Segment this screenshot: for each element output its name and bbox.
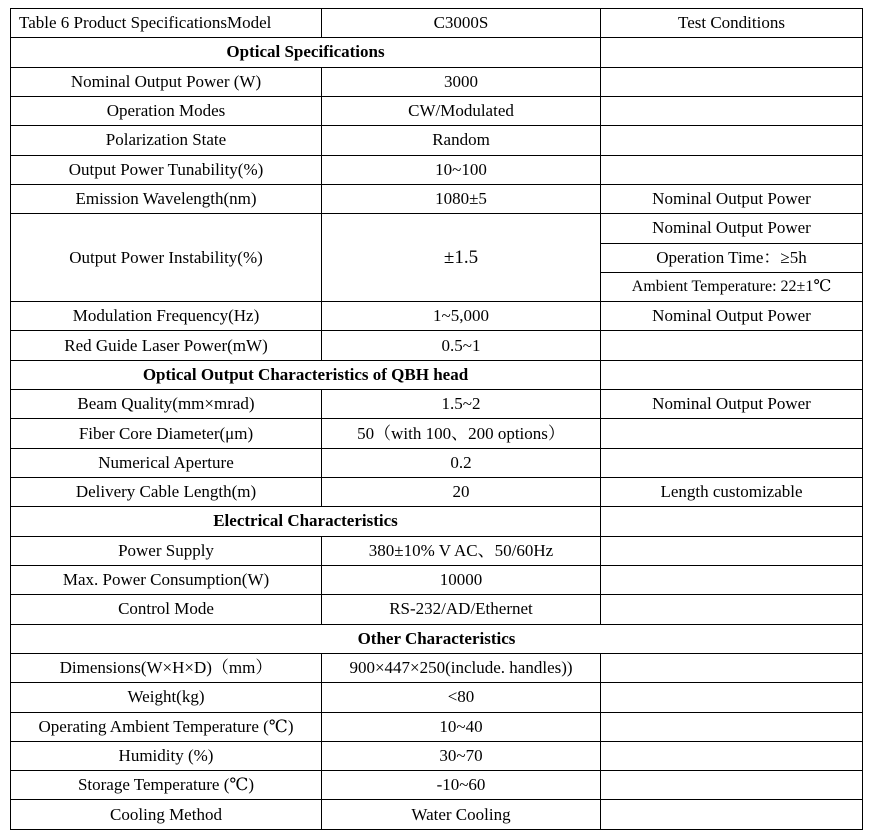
value-cell: 30~70 [322, 741, 601, 770]
table-row [11, 536, 863, 565]
param-cell: Nominal Output Power (W) [11, 67, 322, 96]
value-cell: <80 [322, 683, 601, 712]
param-cell: Humidity (%) [11, 741, 322, 770]
condition-cell [601, 38, 863, 67]
section-electrical-characteristics: Electrical Characteristics [11, 507, 601, 536]
condition-cell [601, 595, 863, 624]
table-row [11, 741, 863, 770]
condition-cell [601, 771, 863, 800]
condition-cell [601, 448, 863, 477]
value-cell: 0.5~1 [322, 331, 601, 360]
condition-cell: Ambient Temperature: 22±1℃ [601, 272, 863, 301]
condition-cell: Nominal Output Power [601, 214, 863, 243]
condition-cell [601, 565, 863, 594]
table-row [11, 126, 863, 155]
param-cell: Control Mode [11, 595, 322, 624]
condition-cell [601, 683, 863, 712]
table-row [11, 96, 863, 125]
param-cell: Output Power Instability(%) [11, 214, 322, 302]
condition-cell [601, 360, 863, 389]
condition-cell [601, 653, 863, 682]
condition-cell [601, 419, 863, 448]
param-cell: Emission Wavelength(nm) [11, 184, 322, 213]
param-cell: Operating Ambient Temperature (℃) [11, 712, 322, 741]
table-row [11, 155, 863, 184]
value-cell: CW/Modulated [322, 96, 601, 125]
table-row [11, 565, 863, 594]
condition-cell: Length customizable [601, 478, 863, 507]
condition-cell [601, 507, 863, 536]
table-row [11, 331, 863, 360]
table-row [11, 800, 863, 830]
value-cell: 900×447×250(include. handles)) [322, 653, 601, 682]
param-cell: Max. Power Consumption(W) [11, 565, 322, 594]
condition-cell: Nominal Output Power [601, 302, 863, 331]
table-row [11, 653, 863, 682]
table-row [11, 67, 863, 96]
header-row [11, 9, 863, 38]
param-cell: Red Guide Laser Power(mW) [11, 331, 322, 360]
condition-cell [601, 741, 863, 770]
value-cell: 20 [322, 478, 601, 507]
table-title: Table 6 Product SpecificationsModel [11, 9, 322, 38]
param-cell: Polarization State [11, 126, 322, 155]
condition-cell [601, 712, 863, 741]
section-other-characteristics: Other Characteristics [11, 624, 863, 653]
param-cell: Operation Modes [11, 96, 322, 125]
value-cell: 1~5,000 [322, 302, 601, 331]
param-cell: Storage Temperature (℃) [11, 771, 322, 800]
condition-cell: Nominal Output Power [601, 184, 863, 213]
table-row [11, 683, 863, 712]
value-cell: ±1.5 [322, 214, 601, 302]
param-cell: Delivery Cable Length(m) [11, 478, 322, 507]
param-cell: Weight(kg) [11, 683, 322, 712]
param-cell: Power Supply [11, 536, 322, 565]
table-row [11, 712, 863, 741]
model-header: C3000S [322, 9, 601, 38]
value-cell: 10000 [322, 565, 601, 594]
test-conditions-header: Test Conditions [601, 9, 863, 38]
section-optical-specifications: Optical Specifications [11, 38, 601, 67]
section-row [11, 360, 863, 389]
table-row [11, 214, 863, 243]
value-cell: -10~60 [322, 771, 601, 800]
value-cell: 380±10% V AC、50/60Hz [322, 536, 601, 565]
section-row [11, 507, 863, 536]
param-cell: Output Power Tunability(%) [11, 155, 322, 184]
condition-cell [601, 155, 863, 184]
table-row [11, 184, 863, 213]
table-row [11, 771, 863, 800]
value-cell: Water Cooling [322, 800, 601, 830]
condition-cell: Operation Time：≥5h [601, 243, 863, 272]
table-row [11, 595, 863, 624]
value-cell: 3000 [322, 67, 601, 96]
value-cell: RS-232/AD/Ethernet [322, 595, 601, 624]
value-cell: 10~100 [322, 155, 601, 184]
param-cell: Modulation Frequency(Hz) [11, 302, 322, 331]
value-cell: 50（with 100、200 options） [322, 419, 601, 448]
table-row [11, 478, 863, 507]
condition-cell [601, 331, 863, 360]
table-row [11, 302, 863, 331]
condition-cell [601, 96, 863, 125]
param-cell: Fiber Core Diameter(μm) [11, 419, 322, 448]
param-cell: Cooling Method [11, 800, 322, 830]
param-cell: Dimensions(W×H×D)（mm） [11, 653, 322, 682]
spec-table [10, 8, 863, 830]
table-row [11, 419, 863, 448]
condition-cell [601, 800, 863, 830]
condition-cell [601, 126, 863, 155]
section-row [11, 38, 863, 67]
section-row [11, 624, 863, 653]
param-cell: Numerical Aperture [11, 448, 322, 477]
param-cell: Beam Quality(mm×mrad) [11, 390, 322, 419]
table-row [11, 448, 863, 477]
value-cell: 1.5~2 [322, 390, 601, 419]
condition-cell [601, 67, 863, 96]
value-cell: 10~40 [322, 712, 601, 741]
condition-cell: Nominal Output Power [601, 390, 863, 419]
value-cell: 0.2 [322, 448, 601, 477]
table-row [11, 390, 863, 419]
value-cell: Random [322, 126, 601, 155]
value-cell: 1080±5 [322, 184, 601, 213]
condition-cell [601, 536, 863, 565]
section-optical-output-qbh: Optical Output Characteristics of QBH head [11, 360, 601, 389]
